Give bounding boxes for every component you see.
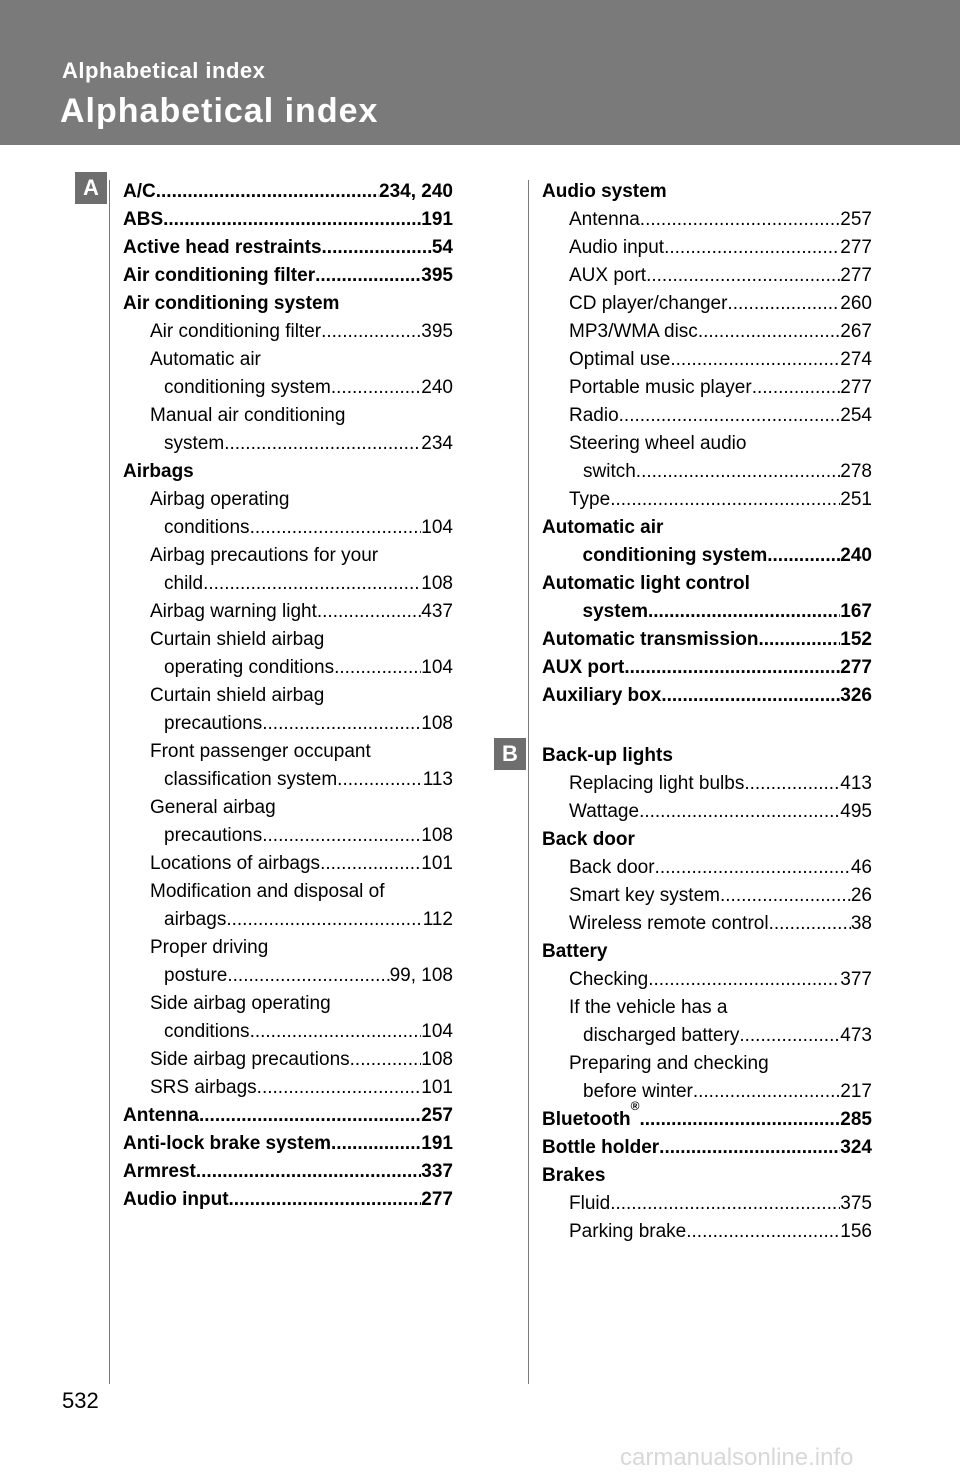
index-entry-page: 234, 240: [379, 181, 453, 202]
index-entry: [164, 654, 453, 682]
index-entry: [542, 514, 872, 542]
dot-leader: [199, 1102, 421, 1130]
index-entry: [569, 994, 872, 1022]
dot-leader: [648, 966, 840, 994]
index-entry-term: ABS: [123, 209, 164, 230]
index-entry: [583, 458, 872, 486]
index-entry-term: Front passenger occupant: [150, 741, 371, 762]
index-entry-term: Wireless remote control: [569, 913, 769, 934]
index-entry: [569, 374, 872, 402]
index-entry-page: 101: [421, 1077, 453, 1098]
index-entry-term: Parking brake: [569, 1221, 687, 1242]
dot-leader: [639, 798, 840, 826]
index-entry-term: system: [164, 433, 225, 454]
index-entry: [569, 402, 872, 430]
index-entry-page: 267: [840, 321, 872, 342]
dot-leader: [610, 486, 840, 514]
index-entry-term: system: [582, 601, 648, 622]
index-entry-term: Optimal use: [569, 349, 671, 370]
dot-leader: [698, 318, 840, 346]
index-entry-page: 46: [850, 857, 872, 878]
index-entry-term: discharged battery: [583, 1025, 740, 1046]
index-entry: [569, 346, 872, 374]
index-entry-page: 495: [840, 801, 872, 822]
index-entry-term: AUX port: [542, 657, 625, 678]
index-entry-term: CD player/changer: [569, 293, 728, 314]
index-entry: [542, 1162, 872, 1190]
index-entry-page: 473: [840, 1025, 872, 1046]
dot-leader: [636, 458, 841, 486]
index-entry: [542, 570, 872, 598]
index-entry-page: 324: [840, 1137, 872, 1158]
index-entry: [150, 626, 453, 654]
index-entry-term: switch: [583, 461, 636, 482]
index-entry-page: 156: [840, 1221, 872, 1242]
index-entry: [542, 1099, 872, 1134]
index-entry-term: Manual air conditioning: [150, 405, 346, 426]
dot-leader: [331, 1130, 421, 1158]
index-entry: [583, 1078, 872, 1106]
index-entry-page: 274: [840, 349, 872, 370]
index-entry-term: airbags: [164, 909, 227, 930]
dot-leader: [262, 822, 421, 850]
index-entry: [150, 990, 453, 1018]
index-entry-page: 278: [840, 461, 872, 482]
dot-leader: [350, 1046, 422, 1074]
index-entry: [569, 318, 872, 346]
dot-leader: [727, 290, 840, 318]
dot-leader: [655, 854, 851, 882]
index-entry: [583, 542, 873, 570]
column-divider-left: [109, 180, 110, 1384]
index-entry-term: Modification and disposal of: [150, 881, 385, 902]
index-entry: [569, 1218, 872, 1246]
index-entry-term: precautions: [164, 713, 263, 734]
dot-leader: [767, 542, 840, 570]
dot-leader: [224, 430, 421, 458]
index-entry-term: Side airbag precautions: [150, 1049, 350, 1070]
index-entry-term: Battery: [542, 941, 608, 962]
index-entry-page: 108: [421, 573, 453, 594]
index-entry-page: 112: [422, 909, 453, 930]
index-entry: [150, 542, 453, 570]
dot-leader: [648, 598, 840, 626]
index-entry-term: Smart key system: [569, 885, 720, 906]
index-entry-page: 104: [421, 1021, 453, 1042]
index-entry-page: 217: [840, 1081, 872, 1102]
dot-leader: [317, 598, 421, 626]
index-entry-term: Anti-lock brake system: [123, 1133, 332, 1154]
dot-leader: [337, 766, 423, 794]
index-entry-page: 99, 108: [389, 965, 453, 986]
index-entry-term: Antenna: [569, 209, 640, 230]
index-entry: [569, 234, 872, 262]
index-entry-page: 113: [422, 769, 453, 790]
index-entry: [150, 486, 453, 514]
index-entry-page: 240: [840, 545, 872, 566]
index-entry: [164, 1018, 453, 1046]
index-entry-term: Back door: [542, 829, 635, 850]
index-entry-term: conditions: [164, 517, 250, 538]
index-entry-page: 152: [840, 629, 872, 650]
index-entry-page: 260: [840, 293, 872, 314]
index-entry: [164, 906, 453, 934]
index-entry-term: Locations of airbags: [150, 853, 321, 874]
dot-leader: [226, 906, 422, 934]
index-entry: [569, 854, 872, 882]
index-entry: [123, 1102, 453, 1130]
dot-leader: [257, 1074, 422, 1102]
index-entry-term: Back-up lights: [542, 745, 673, 766]
dot-leader: [752, 374, 841, 402]
index-entry: [164, 374, 453, 402]
index-entry-page: 26: [850, 885, 872, 906]
dot-leader: [769, 910, 851, 938]
index-entry: [150, 794, 453, 822]
index-entry: [569, 262, 872, 290]
section-title: Alphabetical index: [62, 58, 266, 83]
dot-leader: [163, 206, 421, 234]
index-entry: [583, 1022, 872, 1050]
index-entry-page: 326: [840, 685, 872, 706]
index-entry-page: 257: [421, 1105, 453, 1126]
index-entry: [164, 710, 453, 738]
index-entry-term: General airbag: [150, 797, 276, 818]
page-number: 532: [62, 1388, 99, 1413]
index-entry-term: Bottle holder: [542, 1137, 660, 1158]
dot-leader: [659, 1134, 840, 1162]
index-entry: [569, 966, 872, 994]
index-entry-page: 240: [421, 377, 453, 398]
dot-leader: [196, 1158, 421, 1186]
index-entry-term: Antenna: [123, 1105, 199, 1126]
index-entry-term: SRS airbags: [150, 1077, 257, 1098]
index-entry-term: Automatic air: [150, 349, 261, 370]
index-entry: [542, 742, 872, 770]
index-entry: [542, 626, 872, 654]
dot-leader: [322, 234, 432, 262]
index-entry-term: conditioning system: [582, 545, 768, 566]
dot-leader: [250, 1018, 422, 1046]
index-entry-term: Airbag precautions for your: [150, 545, 379, 566]
dot-leader: [664, 234, 840, 262]
dot-leader: [250, 514, 422, 542]
dot-leader: [331, 374, 421, 402]
index-entry-term: Checking: [569, 969, 649, 990]
index-entry-page: 104: [421, 657, 453, 678]
index-entry-page: 375: [840, 1193, 872, 1214]
index-entry: [123, 206, 453, 234]
dot-leader: [156, 178, 379, 206]
dot-leader: [315, 262, 421, 290]
index-entry: [123, 262, 453, 290]
index-entry-term: Type: [569, 489, 611, 510]
dot-leader: [640, 1106, 841, 1134]
index-entry: [569, 206, 872, 234]
index-entry: [542, 1134, 872, 1162]
dot-leader: [640, 206, 841, 234]
index-entry-term: Side airbag operating: [150, 993, 331, 1014]
index-entry: [569, 486, 872, 514]
column-divider-right: [528, 180, 529, 1384]
index-entry-term: Fluid: [569, 1193, 611, 1214]
index-entry-term: Audio input: [569, 237, 665, 258]
index-entry-page: 277: [840, 265, 872, 286]
index-entry-page: 413: [840, 773, 872, 794]
index-entry-term: Armrest: [123, 1161, 196, 1182]
index-entry: [164, 766, 453, 794]
index-entry-term: Automatic air: [542, 517, 664, 538]
index-entry-term: Air conditioning system: [123, 293, 340, 314]
index-entry-term: Proper driving: [150, 937, 269, 958]
index-entry-term: Audio input: [123, 1189, 229, 1210]
index-entry-page: 437: [421, 601, 453, 622]
index-entry: [164, 570, 453, 598]
index-entry-term: conditioning system: [164, 377, 331, 398]
index-entry-page: 101: [421, 853, 453, 874]
index-entry-term: Back door: [569, 857, 655, 878]
index-entry: [123, 458, 453, 486]
index-entry: [164, 822, 453, 850]
index-entry-page: 277: [840, 237, 872, 258]
index-entry-term: Air conditioning filter: [123, 265, 316, 286]
index-entry-term: Automatic light control: [542, 573, 750, 594]
index-entry: [150, 738, 453, 766]
index-entry-page: 38: [850, 913, 872, 934]
index-entry-page: 54: [431, 237, 453, 258]
index-entry-page: 167: [840, 601, 872, 622]
dot-leader: [262, 710, 421, 738]
index-entry-term: A/C: [123, 181, 156, 202]
index-entry-term: Auxiliary box: [542, 685, 662, 706]
index-entry-page: 337: [421, 1161, 453, 1182]
index-entry: [123, 1186, 453, 1214]
page-title: Alphabetical index: [60, 92, 379, 130]
index-entry-term: Brakes: [542, 1165, 606, 1186]
index-entry-page: 395: [421, 265, 453, 286]
index-entry: [542, 826, 872, 854]
index-entry: [150, 1046, 453, 1074]
index-entry-term: Automatic transmission: [542, 629, 759, 650]
index-entry: [150, 346, 453, 374]
index-entry-term: Airbags: [123, 461, 194, 482]
index-entry-term: Bluetooth: [542, 1109, 631, 1130]
index-entry: [150, 1074, 453, 1102]
dot-leader: [320, 850, 421, 878]
index-entry-term: Steering wheel audio: [569, 433, 747, 454]
registered-mark: ®: [630, 1099, 640, 1113]
dot-leader: [693, 1078, 840, 1106]
dot-leader: [686, 1218, 840, 1246]
index-entry-term: operating conditions: [164, 657, 335, 678]
index-entry-page: 277: [840, 377, 872, 398]
index-entry-page: 257: [840, 209, 872, 230]
index-entry-page: 254: [840, 405, 872, 426]
index-entry: [150, 934, 453, 962]
dot-leader: [619, 402, 841, 430]
index-entry-term: Wattage: [569, 801, 640, 822]
dot-leader: [670, 346, 840, 374]
index-entry: [569, 798, 872, 826]
index-entry: [569, 1190, 872, 1218]
index-entry-page: 191: [421, 209, 453, 230]
dot-leader: [758, 626, 840, 654]
letter-tab-b: B: [494, 738, 526, 770]
index-entry: [123, 1158, 453, 1186]
index-entry-term: Airbag warning light: [150, 601, 317, 622]
index-entry-term: posture: [164, 965, 228, 986]
index-entry: [123, 290, 453, 318]
index-entry-term: Preparing and checking: [569, 1053, 769, 1074]
index-entry-term: Active head restraints: [123, 237, 322, 258]
index-entry: [150, 402, 453, 430]
index-entry: [542, 938, 872, 966]
index-entry-term: Radio: [569, 405, 619, 426]
index-entry-term: Replacing light bulbs: [569, 773, 745, 794]
dot-leader: [610, 1190, 840, 1218]
index-entry-term: precautions: [164, 825, 263, 846]
index-entry-page: 104: [421, 517, 453, 538]
index-entry-page: 395: [421, 321, 453, 342]
dot-leader: [334, 654, 421, 682]
index-entry: [542, 654, 872, 682]
index-entry: [569, 1050, 872, 1078]
dot-leader: [720, 882, 851, 910]
dot-leader: [321, 318, 421, 346]
index-entry-page: 277: [421, 1189, 453, 1210]
dot-leader: [203, 570, 421, 598]
index-entry-term: Airbag operating: [150, 489, 290, 510]
index-entry: [569, 770, 872, 798]
index-entry-page: 285: [840, 1109, 872, 1130]
index-entry: [164, 430, 453, 458]
dot-leader: [661, 682, 840, 710]
index-entry: [569, 290, 872, 318]
index-entry-page: 108: [421, 825, 453, 846]
index-entry: [123, 178, 453, 206]
index-entry: [150, 318, 453, 346]
index-entry: [164, 962, 453, 990]
index-entry-term: Air conditioning filter: [150, 321, 322, 342]
index-entry-term: Portable music player: [569, 377, 752, 398]
index-entry: [123, 234, 453, 262]
index-entry-term: conditions: [164, 1021, 250, 1042]
index-entry-term: classification system: [164, 769, 338, 790]
index-entry-term: Curtain shield airbag: [150, 629, 325, 650]
dot-leader: [646, 262, 840, 290]
index-entry: [569, 910, 872, 938]
index-entry: [542, 682, 872, 710]
index-entry-page: 234: [421, 433, 453, 454]
letter-tab-a: A: [75, 172, 107, 204]
index-entry-term: AUX port: [569, 265, 647, 286]
index-entry-page: 108: [421, 713, 453, 734]
index-entry: [150, 878, 453, 906]
index-entry: [569, 882, 872, 910]
index-entry-page: 251: [840, 489, 872, 510]
index-entry-term: If the vehicle has a: [569, 997, 728, 1018]
watermark: carmanualsonline.info: [620, 1444, 854, 1471]
page-header: [0, 0, 960, 145]
index-entry-page: 277: [840, 657, 872, 678]
index-entry-page: 377: [840, 969, 872, 990]
index-entry: [150, 598, 453, 626]
index-entry: [150, 850, 453, 878]
dot-leader: [744, 770, 840, 798]
index-entry-page: 108: [421, 1049, 453, 1070]
index-entry-term: Audio system: [542, 181, 667, 202]
index-entry-term: MP3/WMA disc: [569, 321, 698, 342]
index-entry: [542, 178, 872, 206]
index-entry: [123, 1130, 453, 1158]
dot-leader: [229, 1186, 422, 1214]
index-entry-page: 191: [421, 1133, 453, 1154]
index-entry: [164, 514, 453, 542]
index-entry: [583, 598, 873, 626]
index-entry-term: child: [164, 573, 204, 594]
index-entry: [150, 682, 453, 710]
dot-leader: [227, 962, 389, 990]
index-entry: [569, 430, 872, 458]
dot-leader: [624, 654, 840, 682]
dot-leader: [739, 1022, 840, 1050]
index-entry-term: before winter: [583, 1081, 693, 1102]
index-entry-term: Curtain shield airbag: [150, 685, 325, 706]
